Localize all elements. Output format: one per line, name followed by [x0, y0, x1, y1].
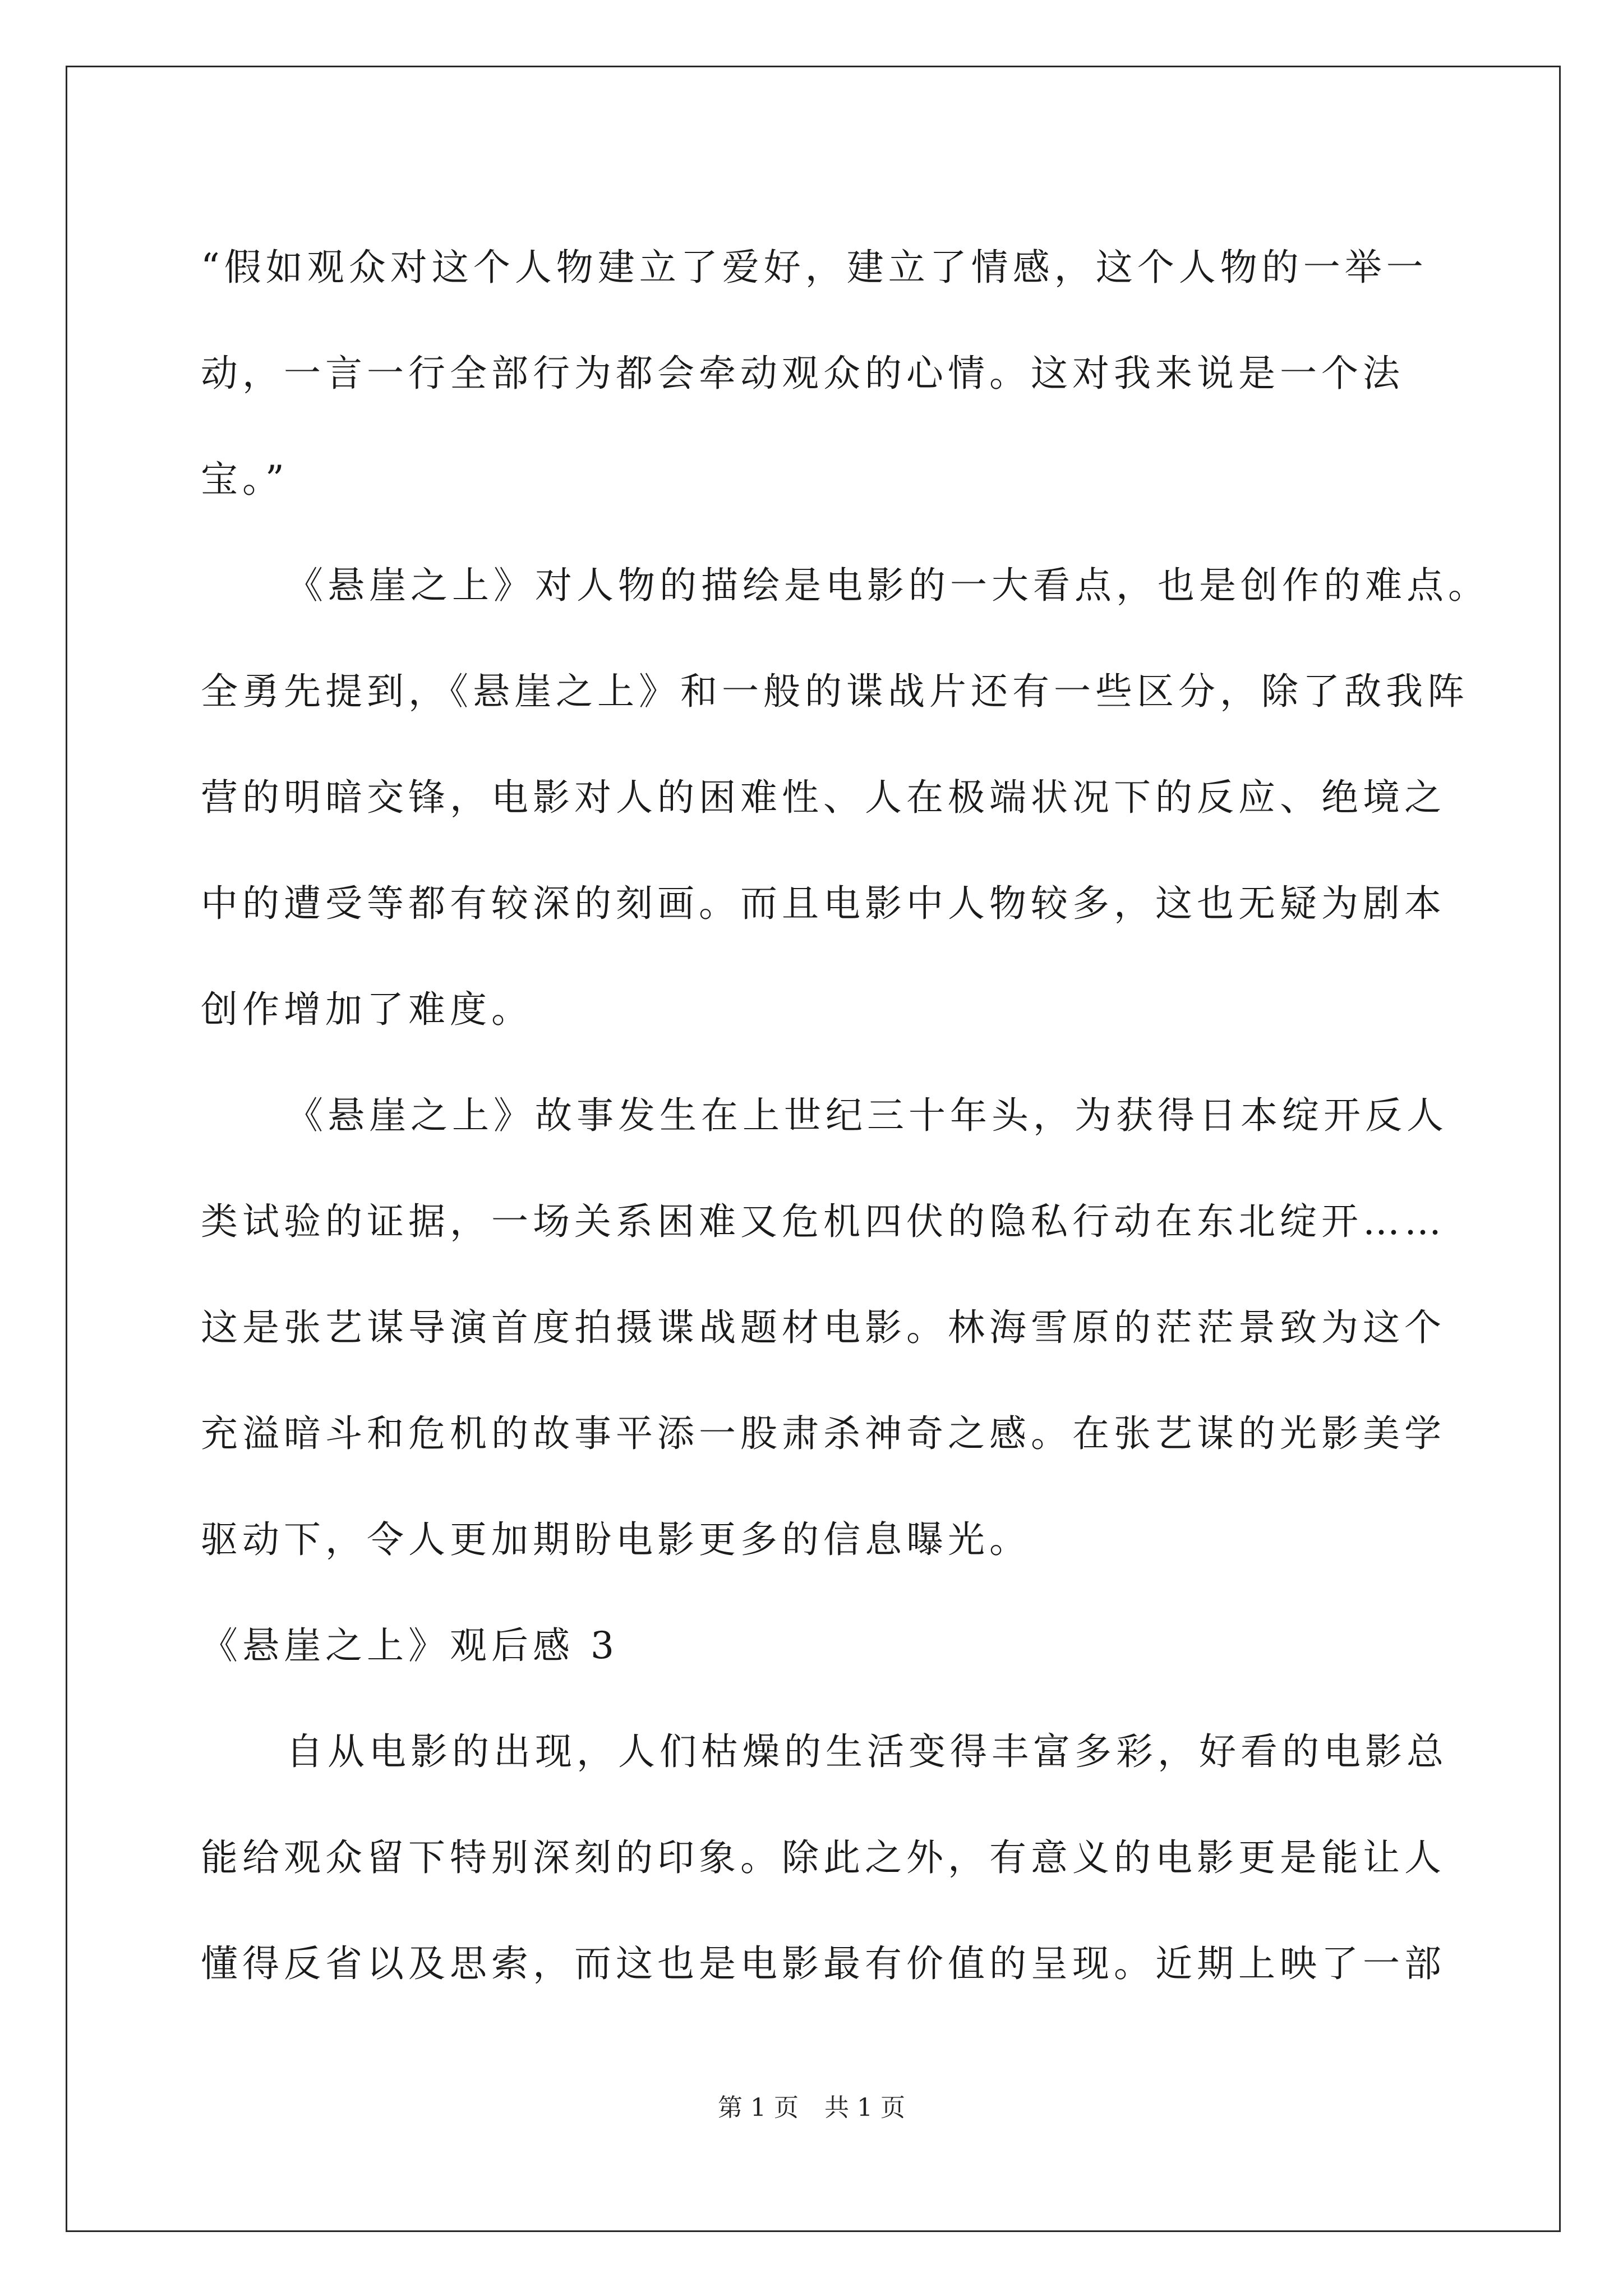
- text-line: 中的遭受等都有较深的刻画。而且电影中人物较多，这也无疑为剧本: [201, 882, 1446, 925]
- text-line: 创作增加了难度。: [201, 988, 533, 1031]
- text-line: “假如观众对这个人物建立了爱好，建立了情感，这个人物的一举一: [201, 246, 1428, 289]
- paragraph-start-line: 《悬崖之上》故事发生在上世纪三十年头，为获得日本绽开反人: [286, 1094, 1448, 1137]
- text-line: 宝。”: [201, 458, 289, 501]
- paragraph-start-line: 自从电影的出现，人们枯燥的生活变得丰富多彩，好看的电影总: [286, 1730, 1448, 1773]
- text-line: 这是张艺谋导演首度拍摄谍战题材电影。林海雪原的茫茫景致为这个: [201, 1306, 1446, 1349]
- text-line: 能给观众留下特别深刻的印象。除此之外，有意义的电影更是能让人: [201, 1836, 1446, 1879]
- text-line: 营的明暗交锋，电影对人的困难性、人在极端状况下的反应、绝境之: [201, 776, 1446, 819]
- text-line: 驱动下，令人更加期盼电影更多的信息曝光。: [201, 1518, 1031, 1561]
- section-heading: 《悬崖之上》观后感 3: [201, 1624, 619, 1667]
- text-line: 全勇先提到，《悬崖之上》和一般的谍战片还有一些区分，除了敌我阵: [201, 670, 1469, 713]
- text-line: 充溢暗斗和危机的故事平添一股肃杀神奇之感。在张艺谋的光影美学: [201, 1412, 1446, 1455]
- paragraph-start-line: 《悬崖之上》对人物的描绘是电影的一大看点，也是创作的难点。: [286, 564, 1490, 607]
- page-number: 第 1 页: [718, 2093, 799, 2122]
- page-footer: [0, 2091, 1623, 2125]
- page-total: 共 1 页: [824, 2093, 905, 2122]
- document-body: [201, 214, 1490, 2017]
- text-line: 类试验的证据，一场关系困难又危机四伏的隐私行动在东北绽开……: [201, 1200, 1446, 1243]
- text-line: 懂得反省以及思索，而这也是电影最有价值的呈现。近期上映了一部: [201, 1942, 1446, 1985]
- text-line: 动，一言一行全部行为都会牵动观众的心情。这对我来说是一个法: [201, 352, 1404, 395]
